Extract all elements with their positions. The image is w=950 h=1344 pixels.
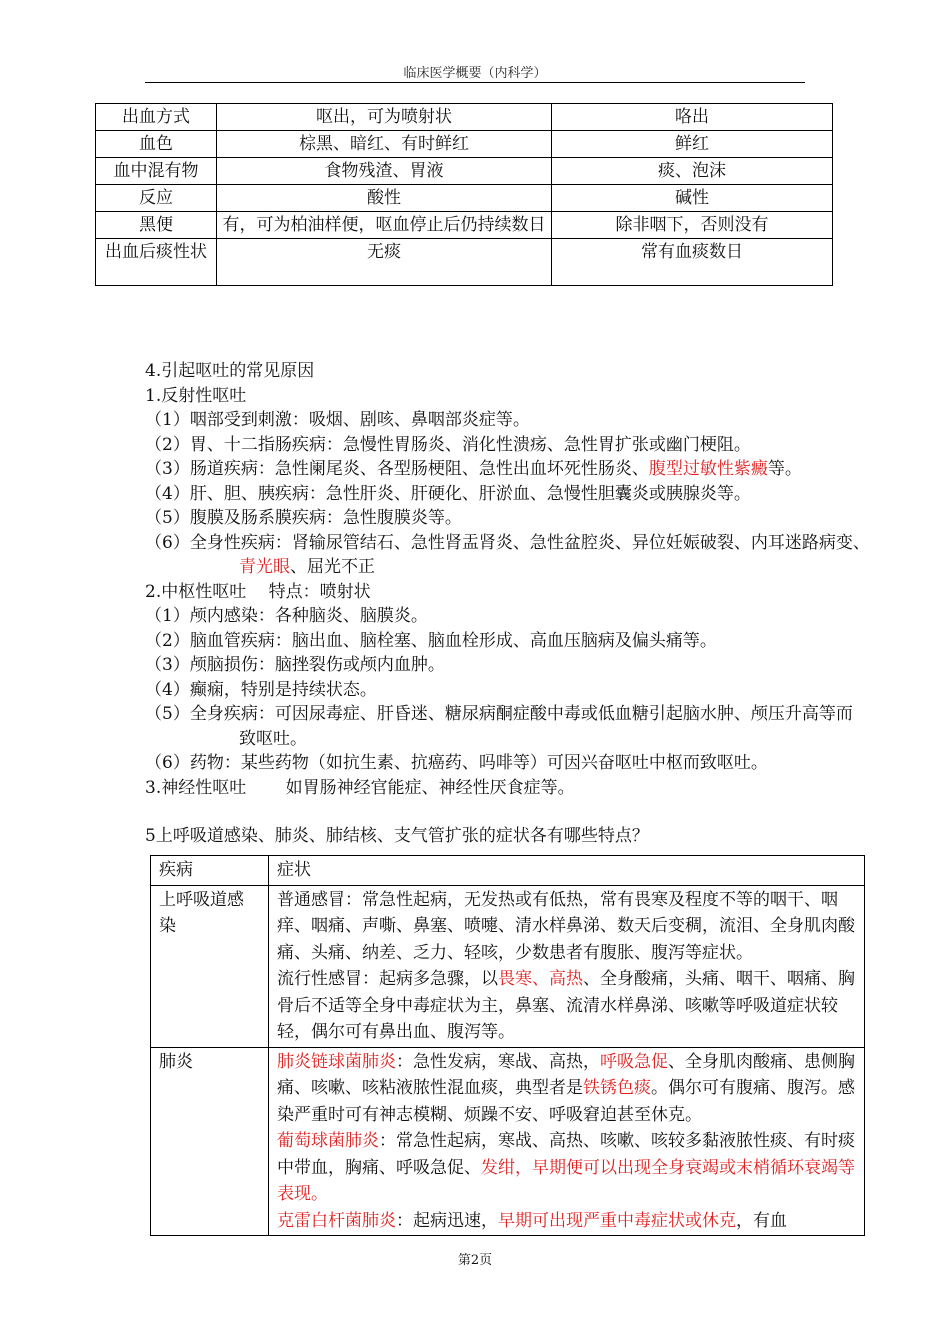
list-item-continuation: 致呕吐。 xyxy=(239,728,307,749)
highlight-text: 腹型过敏性紫癜 xyxy=(648,459,768,479)
question-heading: 5上呼吸道感染、肺炎、肺结核、支气管扩张的症状各有哪些特点？ xyxy=(145,826,649,846)
table-row xyxy=(96,212,833,239)
table-cell: 出血方式 xyxy=(96,104,217,131)
symptom-paragraph: 克雷白杆菌肺炎：起病迅速，早期可出现严重中毒症状或休克，有血 xyxy=(277,1210,787,1231)
section-heading: 4.引起呕吐的常见原因 xyxy=(145,361,315,381)
column-header: 症状 xyxy=(269,856,865,886)
table-cell: 食物残渣、胃液 xyxy=(217,158,552,185)
table-cell: 常有血痰数日 xyxy=(552,239,833,286)
highlight-text: 发绀，早期便可以出现全身衰竭或末梢循环衰竭等表现。 xyxy=(277,1157,855,1204)
list-item: （1）咽部受到刺激：吸烟、剧咳、鼻咽部炎症等。 xyxy=(145,410,530,430)
table-cell: 黑便 xyxy=(96,212,217,239)
list-item: （2）胃、十二指肠疾病：急慢性胃肠炎、消化性溃疡、急性胃扩张或幽门梗阻。 xyxy=(145,434,751,455)
disease-name: 肺炎 xyxy=(151,1047,269,1236)
list-item: （6）全身性疾病：肾输尿管结石、急性肾盂肾炎、急性盆腔炎、异位妊娠破裂、内耳迷路病变、 xyxy=(145,532,870,553)
page-header-title: 临床医学概要（内科学） xyxy=(403,66,547,81)
table-cell: 血中混有物 xyxy=(96,158,217,185)
vomiting-causes-section xyxy=(145,359,915,849)
symptom-cell xyxy=(269,885,865,1047)
highlight-text: 青光眼 xyxy=(239,557,290,577)
table-row xyxy=(96,131,833,158)
table-row xyxy=(151,1047,865,1236)
table-cell: 血色 xyxy=(96,131,217,158)
table-cell: 除非咽下，否则没有 xyxy=(552,212,833,239)
highlight-text: 早期可出现严重中毒症状或休克 xyxy=(498,1210,736,1231)
symptom-paragraph: 肺炎链球菌肺炎：急性发病，寒战、高热，呼吸急促、全身肌肉酸痛、患侧胸痛、咳嗽、咳粘液脓性混血痰，典型者是铁锈色痰。偶尔可有腹痛、腹泻。感染严重时可有神志模糊、烦躁不安、呼吸窘迫甚至休克。 xyxy=(277,1051,855,1125)
disease-name: 上呼吸道感染 xyxy=(151,885,269,1047)
highlight-text: 肺炎链球菌肺炎 xyxy=(277,1051,396,1072)
table-cell: 咯出 xyxy=(552,104,833,131)
table-row xyxy=(96,185,833,212)
table-row xyxy=(96,104,833,131)
table-cell: 有，可为柏油样便，呕血停止后仍持续数日 xyxy=(217,212,552,239)
symptom-paragraph: 流行性感冒：起病多急骤，以畏寒、高热、全身酸痛，头痛、咽干、咽痛、胸骨后不适等全身中毒症状为主，鼻塞、流清水样鼻涕、咳嗽等呼吸道症状较轻，偶尔可有鼻出血、腹泻等。 xyxy=(277,969,855,1042)
list-item: （5）全身疾病：可因尿毒症、肝昏迷、糖尿病酮症酸中毒或低血糖引起脑水肿、颅压升高等而 xyxy=(145,704,853,724)
list-item: （4）癫痫，特别是持续状态。 xyxy=(145,679,377,700)
highlight-text: 呼吸急促 xyxy=(600,1051,668,1072)
list-item: （3）颅脑损伤：脑挫裂伤或颅内血肿。 xyxy=(145,655,445,675)
list-item-continuation: 青光眼、屈光不正 xyxy=(239,557,375,577)
hematemesis-hemoptysis-table xyxy=(95,103,833,286)
list-item: （4）肝、胆、胰疾病：急性肝炎、肝硬化、肝淤血、急慢性胆囊炎或胰腺炎等。 xyxy=(145,483,751,504)
table-cell: 碱性 xyxy=(552,185,833,212)
subsection-heading: 2.中枢性呕吐 特点：喷射状 xyxy=(145,581,371,602)
highlight-text: 畏寒、高热 xyxy=(498,969,583,989)
list-item: （3）肠道疾病：急性阑尾炎、各型肠梗阻、急性出血坏死性肠炎、腹型过敏性紫癜等。 xyxy=(145,459,802,479)
list-item: （5）腹膜及肠系膜疾病：急性腹膜炎等。 xyxy=(145,508,462,528)
table-cell: 反应 xyxy=(96,185,217,212)
table-cell: 鲜红 xyxy=(552,131,833,158)
symptom-paragraph: 葡萄球菌肺炎：常急性起病，寒战、高热、咳嗽、咳较多黏液脓性痰、有时痰中带血，胸痛、呼吸急促、发绀，早期便可以出现全身衰竭或末梢循环衰竭等表现。 xyxy=(277,1131,855,1204)
respiratory-symptoms-table xyxy=(150,855,865,1236)
table-row xyxy=(96,239,833,286)
highlight-text: 铁锈色痰 xyxy=(583,1078,651,1098)
page-number: 第2页 xyxy=(457,1253,493,1268)
table-cell: 痰、泡沫 xyxy=(552,158,833,185)
table-cell: 酸性 xyxy=(217,185,552,212)
table-cell: 棕黑、暗红、有时鲜红 xyxy=(217,131,552,158)
symptom-paragraph: 普通感冒：常急性起病，无发热或有低热，常有畏寒及程度不等的咽干、咽痒、咽痛、声嘶、鼻塞、喷嚏、清水样鼻涕、数天后变稠，流泪、全身肌肉酸痛、头痛、纳差、乏力、轻咳，少数患者有腹胀、腹泻等症状。 xyxy=(277,889,855,963)
table-cell: 出血后痰性状 xyxy=(96,239,217,286)
table-row xyxy=(96,158,833,185)
table-cell: 无痰 xyxy=(217,239,552,286)
symptom-cell xyxy=(269,1047,865,1236)
highlight-text: 葡萄球菌肺炎 xyxy=(277,1131,379,1151)
table-row xyxy=(151,885,865,1047)
subsection-heading: 1.反射性呕吐 xyxy=(145,385,247,406)
list-item: （2）脑血管疾病：脑出血、脑栓塞、脑血栓形成、高血压脑病及偏头痛等。 xyxy=(145,630,717,651)
table-header-row xyxy=(151,856,865,886)
column-header: 疾病 xyxy=(151,856,269,886)
header-rule xyxy=(145,82,805,83)
subsection-heading: 3.神经性呕吐 如胃肠神经官能症、神经性厌食症等。 xyxy=(145,777,575,798)
highlight-text: 克雷白杆菌肺炎 xyxy=(277,1210,396,1231)
list-item: （6）药物：某些药物（如抗生素、抗癌药、吗啡等）可因兴奋呕吐中枢而致呕吐。 xyxy=(145,753,768,773)
list-item: （1）颅内感染：各种脑炎、脑膜炎。 xyxy=(145,606,428,626)
table-cell: 呕出，可为喷射状 xyxy=(217,104,552,131)
